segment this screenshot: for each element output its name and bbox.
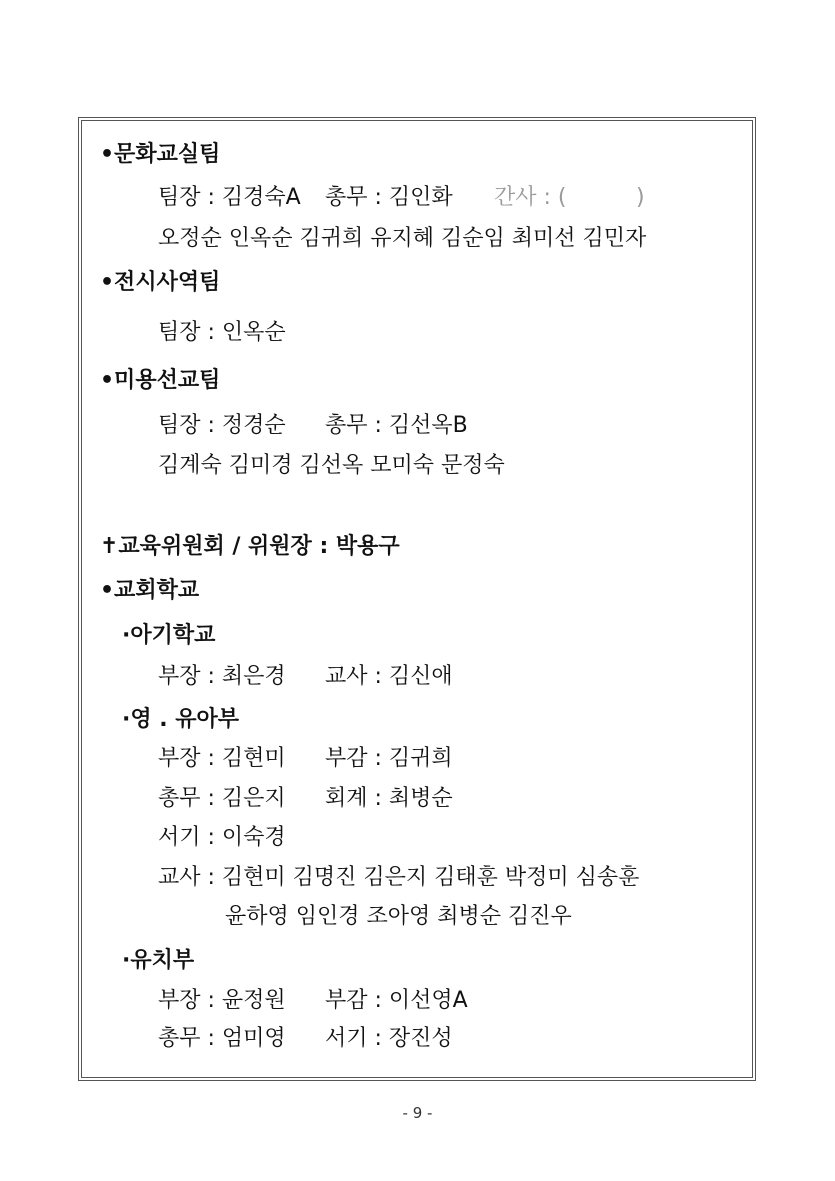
culture-class-members: 오정순 인옥순 김귀희 유지혜 김순임 최미선 김민자 — [158, 226, 647, 251]
beauty-roles — [158, 413, 468, 438]
infant-toddler-roles-1 — [158, 746, 453, 771]
baby-school-teacher: 교사 : 김신애 — [325, 664, 453, 689]
section-title-church-school: •교회학교 — [100, 578, 200, 603]
infant-toddler-head: 부장 : 김현미 — [158, 746, 286, 771]
kindergarten-general: 총무 : 엄미영 — [158, 1026, 286, 1051]
infant-toddler-teachers-2: 윤하영 임인경 조아영 최병순 김진우 — [225, 904, 572, 929]
subsection-title-kindergarten: ·유치부 — [122, 948, 195, 973]
kindergarten-deputy: 부감 : 이선영A — [325, 988, 468, 1013]
infant-toddler-roles-2 — [158, 786, 453, 811]
infant-toddler-general: 총무 : 김은지 — [158, 786, 286, 811]
baby-school-head: 부장 : 최은경 — [158, 664, 286, 689]
infant-toddler-accounting: 회계 : 최병순 — [325, 786, 453, 811]
subsection-title-infant-toddler: ·영 . 유아부 — [122, 707, 240, 732]
section-title-culture-class: •문화교실팀 — [100, 142, 221, 167]
culture-class-roles — [158, 185, 645, 210]
culture-class-leader: 팀장 : 김경숙A — [158, 185, 301, 210]
beauty-general: 총무 : 김선옥B — [325, 413, 468, 438]
beauty-members: 김계숙 김미경 김선옥 모미숙 문정숙 — [158, 453, 505, 478]
page-number: - 9 - — [402, 1104, 433, 1122]
culture-class-general: 총무 : 김인화 — [325, 185, 453, 210]
kindergarten-roles-1 — [158, 988, 468, 1013]
infant-toddler-teachers-1: 교사 : 김현미 김명진 김은지 김태훈 박정미 심송훈 — [158, 865, 640, 890]
section-title-exhibition: •전시사역팀 — [100, 270, 221, 295]
kindergarten-head: 부장 : 윤정원 — [158, 988, 286, 1013]
culture-class-secretary: 간사 : ( — [494, 185, 567, 210]
beauty-leader: 팀장 : 정경순 — [158, 413, 286, 438]
section-title-beauty: •미용선교팀 — [100, 368, 221, 393]
infant-toddler-deputy: 부감 : 김귀희 — [325, 746, 453, 771]
culture-class-secretary-close: ) — [636, 185, 645, 210]
kindergarten-roles-2 — [158, 1026, 453, 1051]
infant-toddler-clerk: 서기 : 이숙경 — [158, 825, 286, 850]
subsection-title-baby-school: ·아기학교 — [122, 623, 216, 648]
kindergarten-clerk: 서기 : 장진성 — [325, 1026, 453, 1051]
section-title-education-committee: ✝교육위원회 / 위원장 : 박용구 — [100, 534, 400, 559]
exhibition-leader: 팀장 : 인옥순 — [158, 320, 286, 345]
baby-school-roles — [158, 664, 453, 689]
